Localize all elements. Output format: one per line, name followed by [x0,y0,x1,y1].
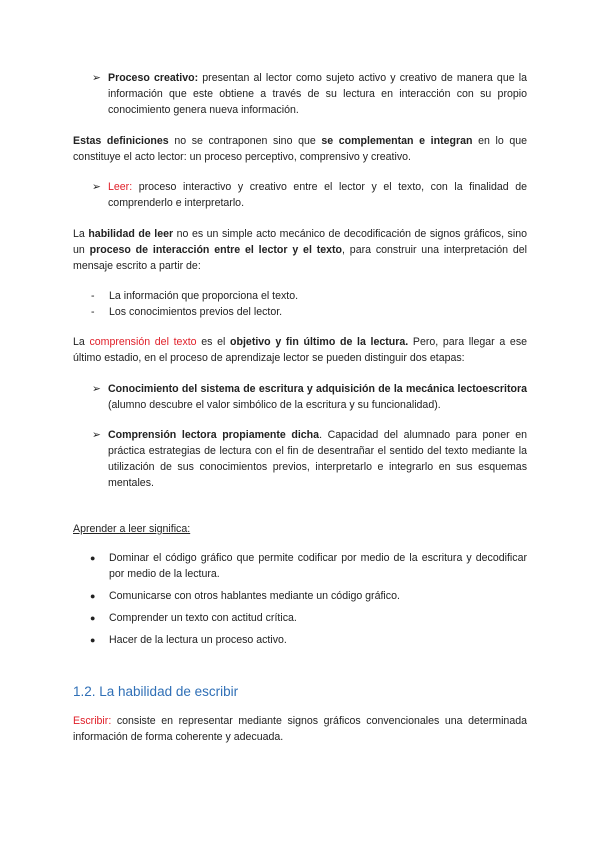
term-comprension-lectora: Comprensión lectora propiamente dicha [108,429,320,441]
dash-bullet-icon: - [91,306,95,318]
term-leer: Leer: [108,181,133,193]
list-item-text: Comunicarse con otros hablantes mediante un código gráfico. [109,590,400,602]
bold-text: proceso de interacción entre el lector y el texto [89,244,343,256]
dot-bullet-icon: ● [90,635,96,645]
list-item [73,610,527,626]
paragraph-definiciones [73,133,527,165]
list-item [73,632,527,648]
dash-list [73,288,527,320]
definition-text: . Capacidad del alumnado para poner en práctica estrategias de lectura con el fin de desentrañar el sentido del texto mediante la utilización de sus conocimientos previos, interpretarlo e integrarlo en sus esquemas mentales. [108,429,527,489]
bullet-leer [73,179,527,211]
body-text: Pero, para llegar a ese último estadio, en el proceso de aprendizaje lector se pueden distinguir dos etapas: [73,336,528,364]
list-item [73,588,527,604]
body-text: es el [196,336,231,348]
arrow-bullet-icon: ➢ [92,383,101,395]
dot-bullet-icon: ● [90,591,96,601]
list-item-text: Comprender un texto con actitud crítica. [109,612,297,624]
body-text: no se contraponen sino que [168,135,322,147]
definition-text: (alumno descubre el valor simbólico de la escritura y su funcionalidad). [108,399,441,411]
body-text: en lo que constituye el acto lector: un proceso perceptivo, comprensivo y creativo. [73,135,527,163]
term-proceso-creativo: Proceso creativo: [108,72,199,84]
list-item-text: Los conocimientos previos del lector. [109,306,283,318]
bold-text: habilidad de leer [88,228,174,240]
dot-bullet-icon: ● [90,553,96,563]
definition-text: presentan al lector como sujeto activo y creativo de manera que la información que este obtiene a través de su lectura en interacción con su propio conocimiento genera nueva información. [108,72,527,116]
body-text: La [73,336,90,348]
dash-bullet-icon: - [91,290,95,302]
bullet-comprension-lectora [73,427,527,491]
bullet-conocimiento-sistema [73,381,527,413]
bullet-proceso-creativo [73,70,527,118]
list-item [73,550,527,582]
list-item-text: La información que proporciona el texto. [109,290,299,302]
term-escribir: Escribir: [73,715,112,727]
body-text: , para construir una interpretación del mensaje escrito a partir de: [73,244,527,272]
list-item [73,304,527,320]
bold-text: objetivo y fin último de la lectura. [230,336,409,348]
body-text: La [73,228,89,240]
bold-text: Estas definiciones [73,135,169,147]
section-heading: 1.2. La habilidad de escribir [73,684,239,699]
list-item [73,288,527,304]
list-item-text: Dominar el código gráfico que permite codificar por medio de la escritura y decodificar por medio de la lectura. [109,552,527,580]
paragraph-comprension [73,334,527,366]
underlined-title: Aprender a leer significa: [73,523,191,535]
learn-list [73,550,527,648]
definition-text: consiste en representar mediante signos gráficos convencionales una determinada información de forma coherente y adecuada. [73,715,527,743]
learn-title [73,521,527,537]
bold-text: se complementan e integran [321,135,473,147]
term-conocimiento: Conocimiento del sistema de escritura y adquisición de la mecánica lectoescritora [108,383,527,395]
paragraph-habilidad-leer [73,226,527,274]
dot-bullet-icon: ● [90,613,96,623]
body-text: no es un simple acto mecánico de decodificación de signos gráficos, sino un [73,228,527,256]
arrow-bullet-icon: ➢ [92,429,101,441]
arrow-bullet-icon: ➢ [92,72,101,84]
list-item-text: Hacer de la lectura un proceso activo. [109,634,287,646]
paragraph-escribir [73,713,527,745]
arrow-bullet-icon: ➢ [92,181,101,193]
highlight-text: comprensión del texto [89,336,197,348]
definition-text: proceso interactivo y creativo entre el lector y el texto, con la finalidad de comprenderlo e interpretarlo. [108,181,527,209]
